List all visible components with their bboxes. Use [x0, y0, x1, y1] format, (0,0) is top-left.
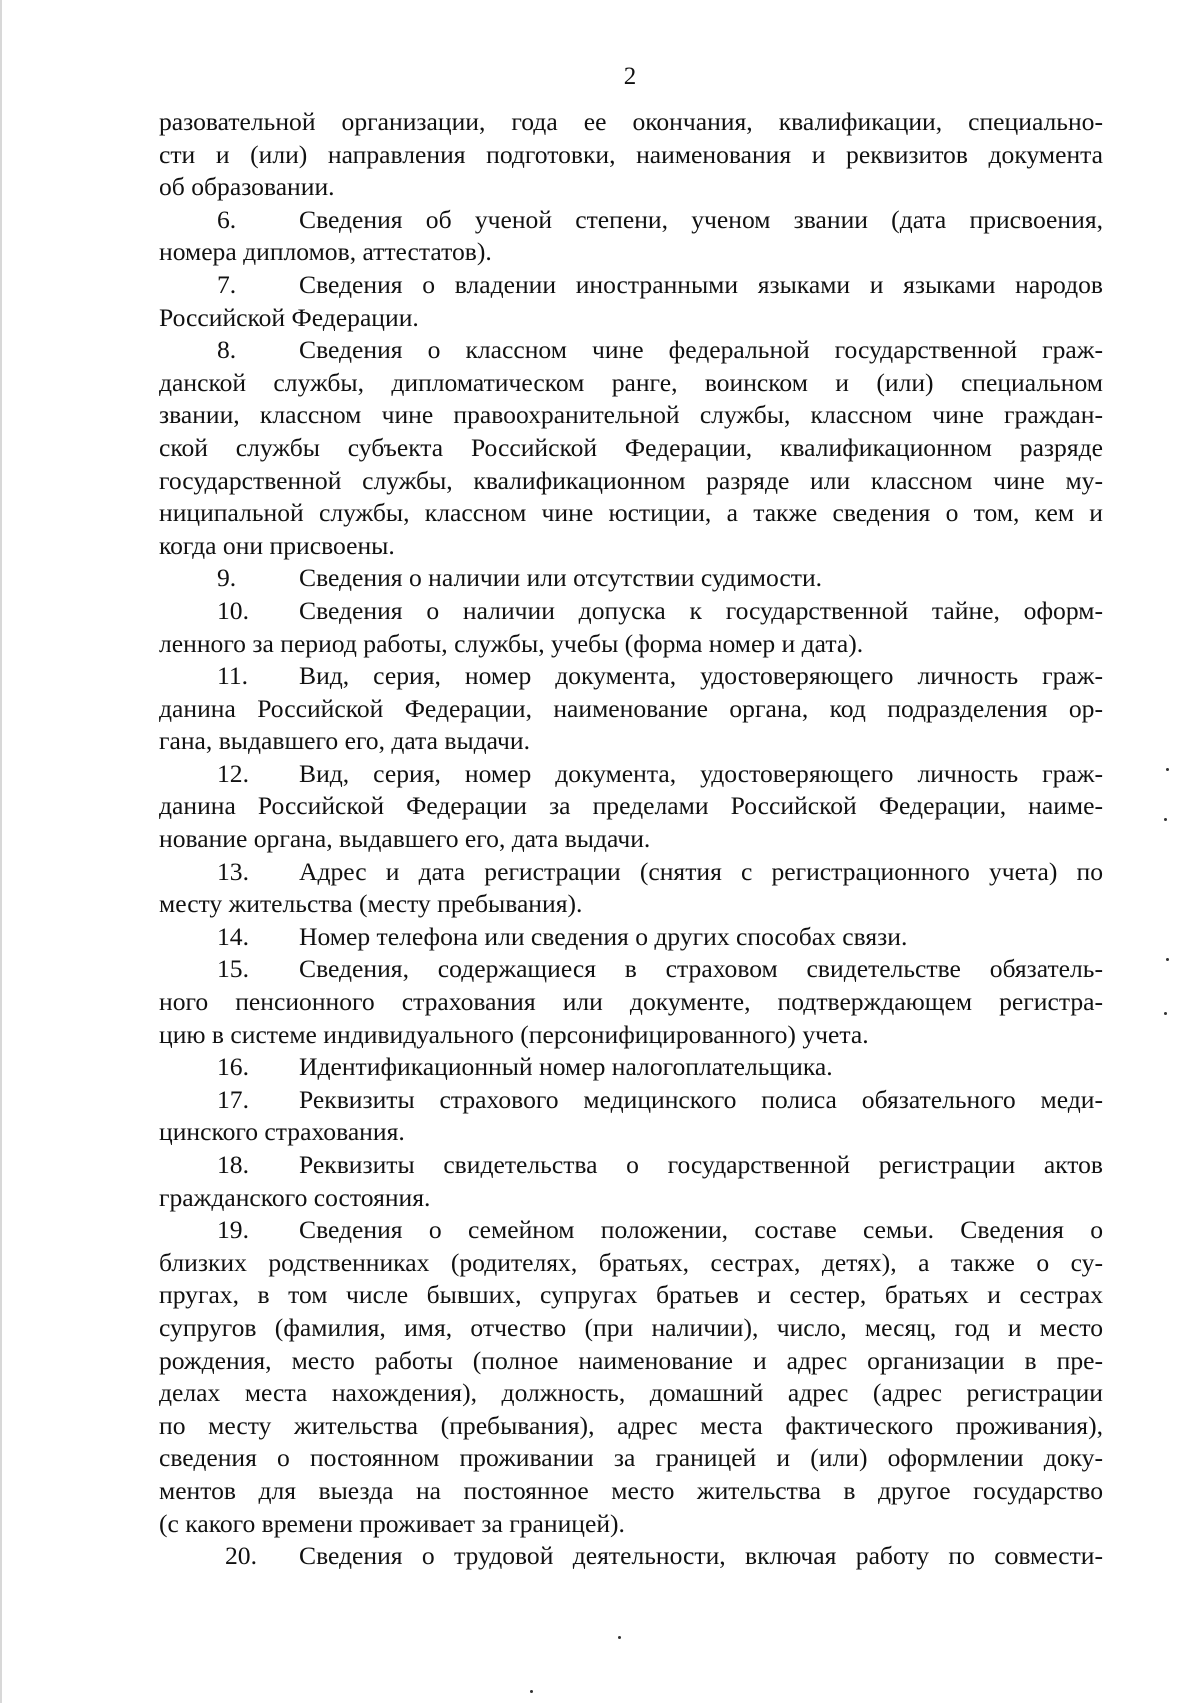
line-text: Сведения о семейном положении, составе семьи. Сведения о [299, 1215, 1103, 1245]
text-line [159, 1214, 1103, 1247]
line-text: цинского страхования. [159, 1117, 405, 1147]
text-line [159, 693, 1103, 726]
text-line [159, 1508, 1103, 1541]
line-text: цию в системе индивидуального (персонифицированного) учета. [159, 1019, 869, 1049]
text-line [159, 530, 1103, 563]
item-number: 15. [217, 954, 249, 984]
line-text: ленного за период работы, службы, учебы (форма номер и дата). [159, 628, 864, 658]
line-text: гана, выдавшего его, дата выдачи. [159, 726, 530, 756]
line-text: ской службы субъекта Российской Федерации, квалификационном разряде [159, 432, 1103, 462]
item-number: 8. [217, 335, 237, 365]
line-text: рождения, место работы (полное наименование и адрес организации в пре- [159, 1345, 1103, 1375]
line-text: когда они присвоены. [159, 530, 395, 560]
text-line [159, 1345, 1103, 1378]
item-number: 6. [217, 204, 237, 234]
text-line [159, 790, 1103, 823]
line-text: сти и (или) направления подготовки, наименования и реквизитов документа [159, 139, 1103, 169]
scan-speck [1166, 958, 1169, 961]
text-line [159, 139, 1103, 172]
item-number: 20. [225, 1541, 257, 1571]
line-text: Сведения об ученой степени, ученом звании (дата присвоения, [299, 204, 1103, 234]
item-number: 7. [217, 269, 237, 299]
text-line [159, 106, 1103, 139]
text-line [159, 1051, 1103, 1084]
line-text: номера дипломов, аттестатов). [159, 237, 492, 267]
item-number: 14. [217, 921, 249, 951]
text-line [159, 921, 1103, 954]
line-text: Сведения о владении иностранными языками и языками народов [299, 269, 1103, 299]
text-line [159, 986, 1103, 1019]
text-line [159, 334, 1103, 367]
page-number: 2 [623, 63, 637, 90]
line-text: Номер телефона или сведения о других способах связи. [299, 921, 908, 951]
text-line [159, 758, 1103, 791]
text-line [159, 1279, 1103, 1312]
line-text: Сведения о классном чине федеральной государственной граж- [299, 335, 1103, 365]
item-number: 16. [217, 1052, 249, 1082]
scan-speck [1164, 1012, 1167, 1015]
text-line [159, 823, 1103, 856]
line-text: Вид, серия, номер документа, удостоверяющего личность граж- [299, 661, 1103, 691]
scan-edge [0, 0, 2, 1703]
text-line [159, 953, 1103, 986]
item-number: 12. [217, 758, 249, 788]
text-line [159, 628, 1103, 661]
text-line [159, 236, 1103, 269]
line-text: Сведения о наличии допуска к государственной тайне, оформ- [299, 595, 1103, 625]
item-number: 13. [217, 856, 249, 886]
line-text: звании, классном чине правоохранительной службы, классном чине граждан- [159, 400, 1103, 430]
line-text: ментов для выезда на постоянное место жительства в другое государство [159, 1475, 1103, 1505]
line-text: сведения о постоянном проживании за границей и (или) оформлении доку- [159, 1443, 1103, 1473]
line-text: данина Российской Федерации, наименование органа, код подразделения ор- [159, 693, 1103, 723]
document-body [159, 106, 1103, 1573]
line-text: Идентификационный номер налогоплательщика. [299, 1052, 833, 1082]
text-line [159, 1116, 1103, 1149]
line-text: ного пенсионного страхования или документе, подтверждающем регистра- [159, 987, 1103, 1017]
line-text: Сведения о наличии или отсутствии судимости. [299, 563, 823, 593]
line-text: делах места нахождения), должность, домашний адрес (адрес регистрации [159, 1378, 1103, 1408]
item-number: 18. [217, 1150, 249, 1179]
text-line [159, 888, 1103, 921]
item-number: 9. [217, 563, 237, 593]
text-line [159, 1182, 1103, 1215]
scan-speck [1166, 768, 1169, 771]
item-number: 17. [217, 1084, 249, 1114]
text-line [159, 562, 1103, 595]
text-line [159, 432, 1103, 465]
text-line [159, 595, 1103, 628]
line-text: об образовании. [159, 172, 335, 202]
line-text: близких родственниках (родителях, братьях, сестрах, детях), а также о су- [159, 1247, 1103, 1277]
line-text: данина Российской Федерации за пределами Российской Федерации, наиме- [159, 791, 1103, 821]
text-line [159, 1149, 1103, 1182]
line-text: Вид, серия, номер документа, удостоверяющего личность граж- [299, 758, 1103, 788]
text-line [159, 725, 1103, 758]
line-text: ниципальной службы, классном чине юстиции, а также сведения о том, кем и [159, 498, 1103, 528]
text-line [159, 660, 1103, 693]
text-line [159, 399, 1103, 432]
line-text: разовательной организации, года ее окончания, квалификации, специально- [159, 107, 1103, 136]
line-text: гражданского состояния. [159, 1182, 431, 1212]
item-number: 19. [217, 1215, 249, 1245]
line-text: Российской Федерации. [159, 302, 419, 332]
text-line [159, 497, 1103, 530]
text-line [159, 1377, 1103, 1410]
text-line [159, 1247, 1103, 1280]
line-text: Сведения, содержащиеся в страховом свидетельстве обязатель- [299, 954, 1103, 984]
line-text: государственной службы, квалификационном разряде или классном чине му- [159, 465, 1103, 495]
text-line [159, 1540, 1103, 1573]
text-line [159, 1475, 1103, 1508]
line-text: нование органа, выдавшего его, дата выдачи. [159, 824, 651, 854]
line-text: пругах, в том числе бывших, супругах братьев и сестер, братьях и сестрах [159, 1280, 1103, 1310]
line-text: по месту жительства (пребывания), адрес места фактического проживания), [159, 1410, 1103, 1440]
text-line [159, 1442, 1103, 1475]
line-text: Сведения о трудовой деятельности, включая работу по совмести- [299, 1541, 1103, 1571]
line-text: данской службы, дипломатическом ранге, воинском и (или) специальном [159, 367, 1103, 397]
text-line [159, 204, 1103, 237]
text-line [159, 171, 1103, 204]
line-text: супругов (фамилия, имя, отчество (при наличии), число, месяц, год и место [159, 1312, 1103, 1342]
scan-speck [618, 1636, 621, 1639]
line-text: (с какого времени проживает за границей). [159, 1508, 625, 1538]
text-line [159, 269, 1103, 302]
text-line [159, 856, 1103, 889]
scan-speck [1164, 818, 1167, 821]
text-line [159, 1084, 1103, 1117]
line-text: Реквизиты страхового медицинского полиса обязательного меди- [299, 1084, 1103, 1114]
text-line [159, 1410, 1103, 1443]
item-number: 10. [217, 595, 249, 625]
line-text: Реквизиты свидетельства о государственной регистрации актов [299, 1150, 1103, 1179]
line-text: месту жительства (месту пребывания). [159, 889, 583, 919]
item-number: 11. [217, 661, 249, 691]
text-line [159, 302, 1103, 335]
text-line [159, 1312, 1103, 1345]
scan-speck [530, 1690, 533, 1693]
text-line [159, 367, 1103, 400]
text-line [159, 465, 1103, 498]
line-text: Адрес и дата регистрации (снятия с регистрационного учета) по [299, 856, 1103, 886]
text-line [159, 1019, 1103, 1052]
